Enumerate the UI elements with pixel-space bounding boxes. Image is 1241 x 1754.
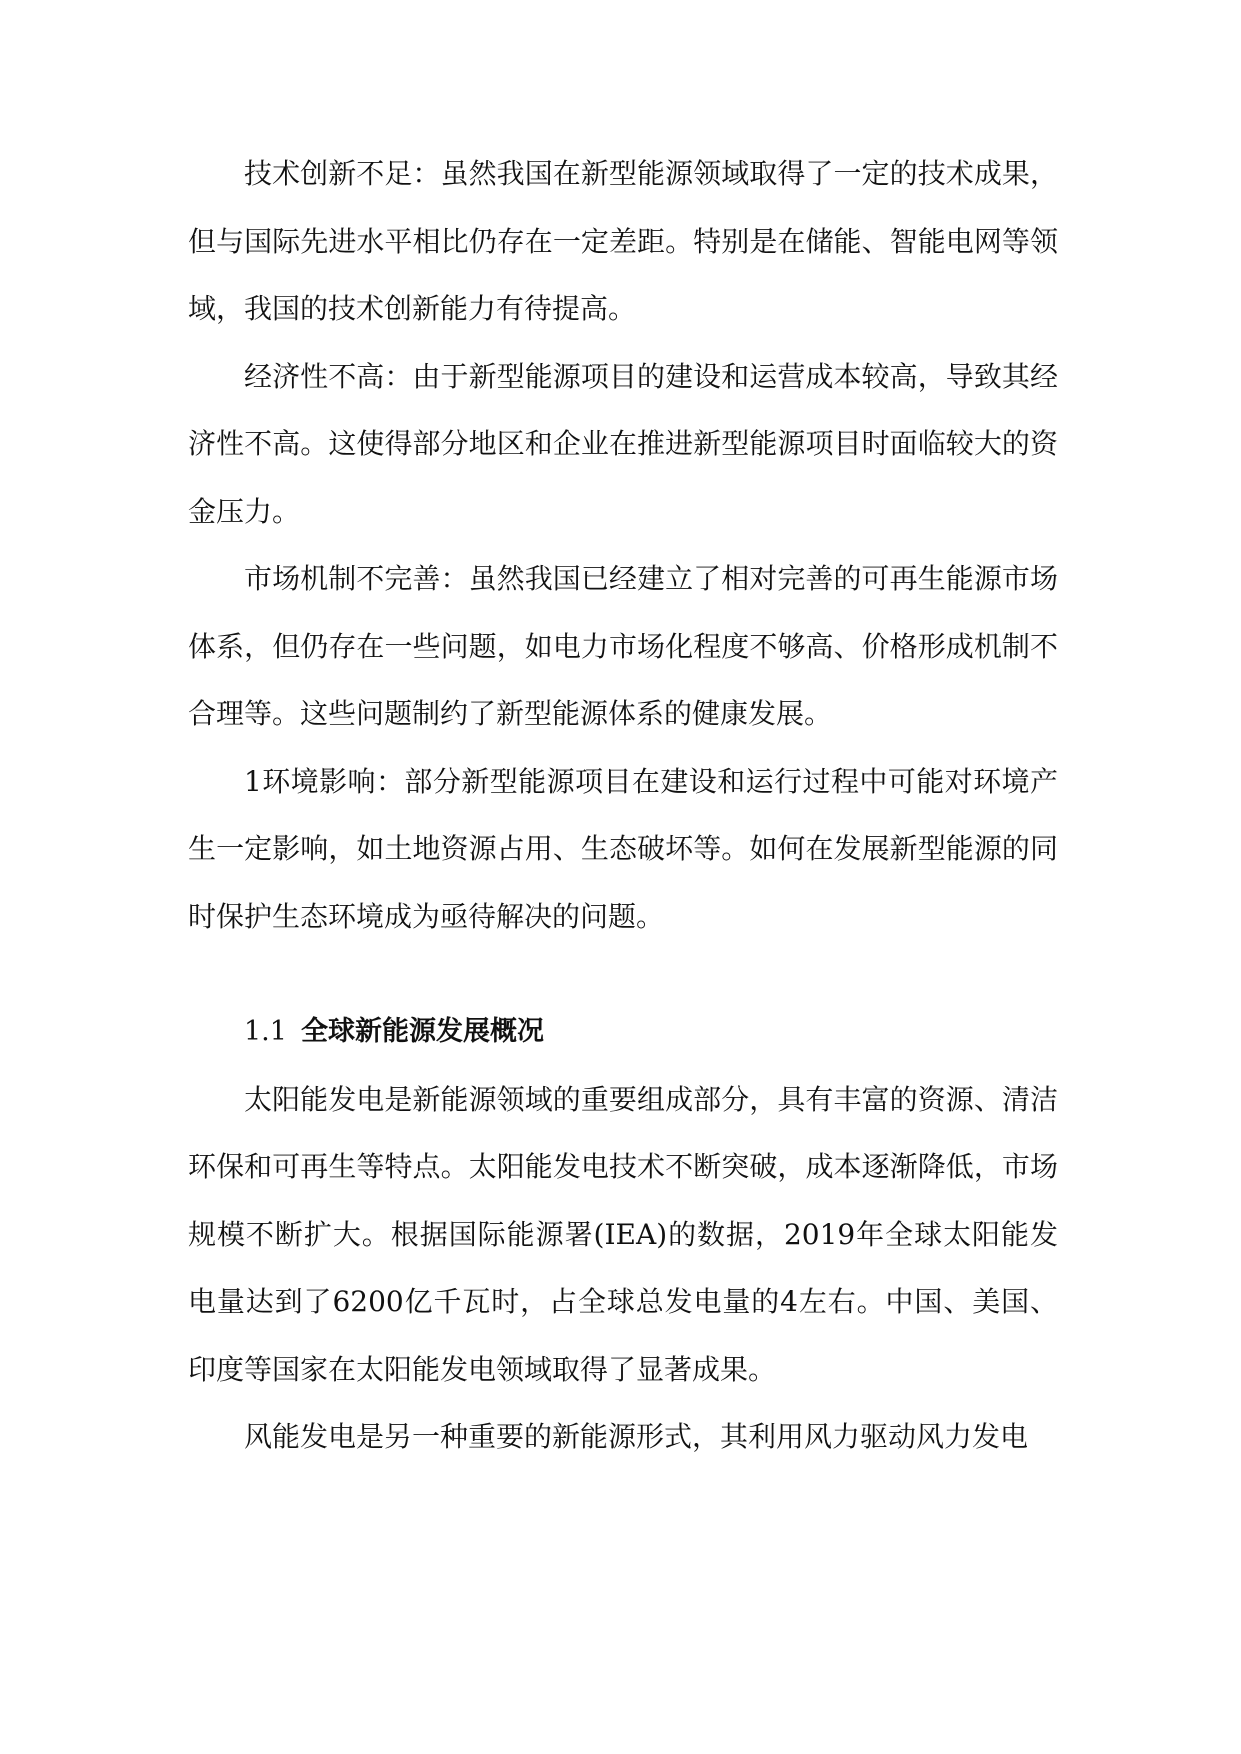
paragraph-solar-power: 太阳能发电是新能源领域的重要组成部分，具有丰富的资源、清洁环保和可再生等特点。太阳能发电技术不断突破，成本逐渐降低，市场规模不断扩大。根据国际能源署(IEA)的数据，2019年全球太阳能发电量达到了6200亿千瓦时，占全球总发电量的4左右。中国、美国、印度等国家在太阳能发电领域取得了显著成果。 [188,1082,1058,1386]
paragraph-wind-power: 风能发电是另一种重要的新能源形式，其利用风力驱动风力发电 [244,1420,1029,1453]
paragraph-economics: 经济性不高：由于新型能源项目的建设和运营成本较高，导致其经济性不高。这使得部分地区和企业在推进新型能源项目时面临较大的资金压力。 [188,359,1058,528]
paragraph-environment: 1环境影响：部分新型能源项目在建设和运行过程中可能对环境产生一定影响，如土地资源占用、生态破坏等。如何在发展新型能源的同时保护生态环境成为亟待解决的问题。 [188,764,1058,933]
paragraph-tech-innovation: 技术创新不足：虽然我国在新型能源领域取得了一定的技术成果，但与国际先进水平相比仍存在一定差距。特别是在储能、智能电网等领域，我国的技术创新能力有待提高。 [188,157,1058,325]
section-number: 1.1 [244,1016,287,1047]
section-heading [188,998,1058,1066]
paragraph-market-mechanism: 市场机制不完善：虽然我国已经建立了相对完善的可再生能源市场体系，但仍存在一些问题，如电力市场化程度不够高、价格形成机制不合理等。这些问题制约了新型能源体系的健康发展。 [188,562,1058,730]
document-body [188,140,1058,1471]
section-title: 全球新能源发展概况 [300,1016,544,1047]
